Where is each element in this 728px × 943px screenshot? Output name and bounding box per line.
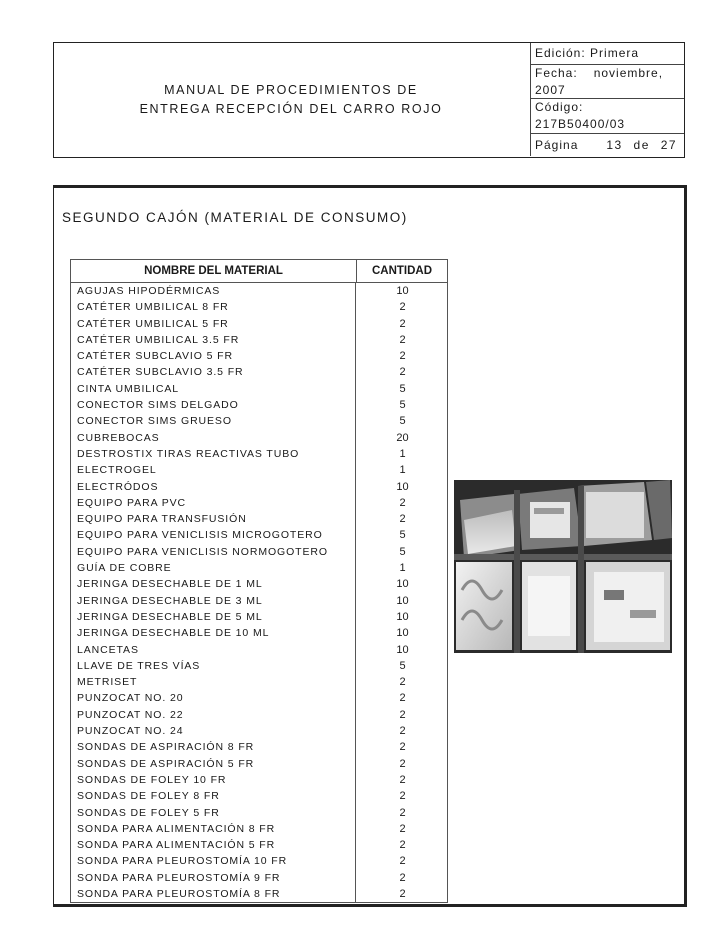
material-name: CATÉTER UMBILICAL 3.5 FR	[71, 332, 356, 348]
material-name: JERINGA DESECHABLE DE 5 ML	[71, 609, 356, 625]
code-label: Código:	[535, 100, 584, 114]
material-quantity: 2	[399, 887, 406, 900]
table-row	[71, 772, 447, 788]
table-row	[71, 609, 447, 625]
material-name: PUNZOCAT NO. 24	[71, 723, 356, 739]
material-quantity: 5	[399, 545, 406, 558]
table-row	[71, 283, 447, 299]
material-name: EQUIPO PARA VENICLISIS MICROGOTERO	[71, 527, 356, 543]
material-name: PUNZOCAT NO. 20	[71, 690, 356, 706]
drawer-photo-image	[454, 480, 672, 653]
table-body	[71, 283, 447, 903]
material-name: SONDA PARA PLEUROSTOMÍA 10 FR	[71, 853, 356, 869]
material-quantity: 10	[396, 594, 409, 607]
title-line-2: ENTREGA RECEPCIÓN DEL CARRO ROJO	[139, 101, 443, 116]
material-quantity: 2	[399, 317, 406, 330]
title-line-1: MANUAL DE PROCEDIMIENTOS DE	[164, 82, 418, 97]
material-quantity: 2	[399, 806, 406, 819]
table-row	[71, 756, 447, 772]
material-name: EQUIPO PARA PVC	[71, 495, 356, 511]
material-quantity: 2	[399, 839, 406, 852]
table-row	[71, 332, 447, 348]
material-quantity: 10	[396, 627, 409, 640]
table-row	[71, 446, 447, 462]
material-name: SONDA PARA ALIMENTACIÓN 5 FR	[71, 837, 356, 853]
material-quantity: 2	[399, 708, 406, 721]
material-name: SONDA PARA PLEUROSTOMÍA 9 FR	[71, 870, 356, 886]
material-quantity: 5	[399, 659, 406, 672]
material-quantity: 2	[399, 513, 406, 526]
table-row	[71, 576, 447, 592]
table-row	[71, 560, 447, 576]
header-info-panel	[530, 43, 684, 156]
table-row	[71, 642, 447, 658]
page-label: Página	[535, 138, 579, 152]
material-name: SONDA PARA ALIMENTACIÓN 8 FR	[71, 821, 356, 837]
material-quantity: 10	[396, 578, 409, 591]
table-row	[71, 511, 447, 527]
code-value: 217B50400/03	[535, 117, 626, 131]
material-quantity: 2	[399, 757, 406, 770]
column-header-name: NOMBRE DEL MATERIAL	[71, 260, 357, 282]
table-row	[71, 658, 447, 674]
material-quantity: 2	[399, 692, 406, 705]
date-label: Fecha:	[535, 66, 578, 80]
material-name: GUÍA DE COBRE	[71, 560, 356, 576]
material-quantity: 2	[399, 333, 406, 346]
material-name: CATÉTER SUBCLAVIO 5 FR	[71, 348, 356, 364]
material-quantity: 2	[399, 725, 406, 738]
table-row	[71, 593, 447, 609]
material-name: SONDAS DE ASPIRACIÓN 8 FR	[71, 739, 356, 755]
table-row	[71, 316, 447, 332]
material-name: CINTA UMBILICAL	[71, 381, 356, 397]
material-quantity: 5	[399, 529, 406, 542]
materials-table	[70, 259, 448, 903]
table-row	[71, 853, 447, 869]
material-name: JERINGA DESECHABLE DE 3 ML	[71, 593, 356, 609]
material-name: CUBREBOCAS	[71, 430, 356, 446]
material-name: JERINGA DESECHABLE DE 10 ML	[71, 625, 356, 641]
material-name: CATÉTER UMBILICAL 8 FR	[71, 299, 356, 315]
material-quantity: 5	[399, 399, 406, 412]
table-row	[71, 870, 447, 886]
code-cell	[531, 99, 684, 134]
material-quantity: 2	[399, 790, 406, 803]
table-row	[71, 413, 447, 429]
table-row	[71, 544, 447, 560]
material-name: CATÉTER UMBILICAL 5 FR	[71, 316, 356, 332]
material-quantity: 2	[399, 676, 406, 689]
material-quantity: 10	[396, 643, 409, 656]
material-name: EQUIPO PARA TRANSFUSIÓN	[71, 511, 356, 527]
material-name: METRISET	[71, 674, 356, 690]
table-row	[71, 364, 447, 380]
table-row	[71, 690, 447, 706]
material-quantity: 2	[399, 773, 406, 786]
edition-cell: Edición: Primera	[531, 43, 684, 65]
material-name: DESTROSTIX TIRAS REACTIVAS TUBO	[71, 446, 356, 462]
table-row	[71, 788, 447, 804]
material-name: ELECTROGEL	[71, 462, 356, 478]
table-row	[71, 837, 447, 853]
material-quantity: 1	[399, 562, 406, 575]
material-quantity: 20	[396, 431, 409, 444]
material-name: LANCETAS	[71, 642, 356, 658]
material-name: CONECTOR SIMS GRUESO	[71, 413, 356, 429]
material-name: JERINGA DESECHABLE DE 1 ML	[71, 576, 356, 592]
table-row	[71, 739, 447, 755]
table-header	[71, 259, 447, 283]
document-header	[53, 42, 685, 158]
material-name: SONDAS DE FOLEY 8 FR	[71, 788, 356, 804]
material-name: SONDAS DE FOLEY 10 FR	[71, 772, 356, 788]
table-row	[71, 723, 447, 739]
table-row	[71, 527, 447, 543]
material-quantity: 10	[396, 285, 409, 297]
table-row	[71, 805, 447, 821]
material-quantity: 2	[399, 855, 406, 868]
table-row	[71, 625, 447, 641]
material-name: SONDA PARA PLEUROSTOMÍA 8 FR	[71, 886, 356, 902]
date-year: 2007	[535, 83, 566, 97]
table-row	[71, 430, 447, 446]
table-row	[71, 299, 447, 315]
material-name: SONDAS DE ASPIRACIÓN 5 FR	[71, 756, 356, 772]
table-row	[71, 348, 447, 364]
material-quantity: 10	[396, 610, 409, 623]
table-row	[71, 479, 447, 495]
material-quantity: 2	[399, 301, 406, 314]
table-row	[71, 495, 447, 511]
date-value: noviembre,	[593, 66, 664, 80]
material-name: PUNZOCAT NO. 22	[71, 707, 356, 723]
page-number: 13 de 27	[606, 138, 678, 152]
material-quantity: 2	[399, 822, 406, 835]
table-row	[71, 462, 447, 478]
material-quantity: 1	[399, 447, 406, 460]
material-quantity: 5	[399, 415, 406, 428]
material-name: CATÉTER SUBCLAVIO 3.5 FR	[71, 364, 356, 380]
page-cell	[531, 134, 684, 156]
material-quantity: 1	[399, 464, 406, 477]
document-title	[54, 43, 528, 156]
table-row	[71, 886, 447, 902]
table-row	[71, 821, 447, 837]
section-title: SEGUNDO CAJÓN (MATERIAL DE CONSUMO)	[62, 210, 408, 225]
material-quantity: 5	[399, 382, 406, 395]
material-name: SONDAS DE FOLEY 5 FR	[71, 805, 356, 821]
material-quantity: 2	[399, 366, 406, 379]
table-row	[71, 381, 447, 397]
table-row	[71, 674, 447, 690]
material-name: ELECTRÓDOS	[71, 479, 356, 495]
date-cell	[531, 65, 684, 99]
material-name: LLAVE DE TRES VÍAS	[71, 658, 356, 674]
material-quantity: 10	[396, 480, 409, 493]
material-name: AGUJAS HIPODÉRMICAS	[71, 283, 356, 299]
column-header-quantity: CANTIDAD	[371, 265, 433, 277]
material-name: EQUIPO PARA VENICLISIS NORMOGOTERO	[71, 544, 356, 560]
table-row	[71, 397, 447, 413]
material-quantity: 2	[399, 741, 406, 754]
material-quantity: 2	[399, 871, 406, 884]
drawer-photo	[454, 480, 672, 653]
material-quantity: 2	[399, 350, 406, 363]
material-quantity: 2	[399, 496, 406, 509]
material-name: CONECTOR SIMS DELGADO	[71, 397, 356, 413]
table-row	[71, 707, 447, 723]
